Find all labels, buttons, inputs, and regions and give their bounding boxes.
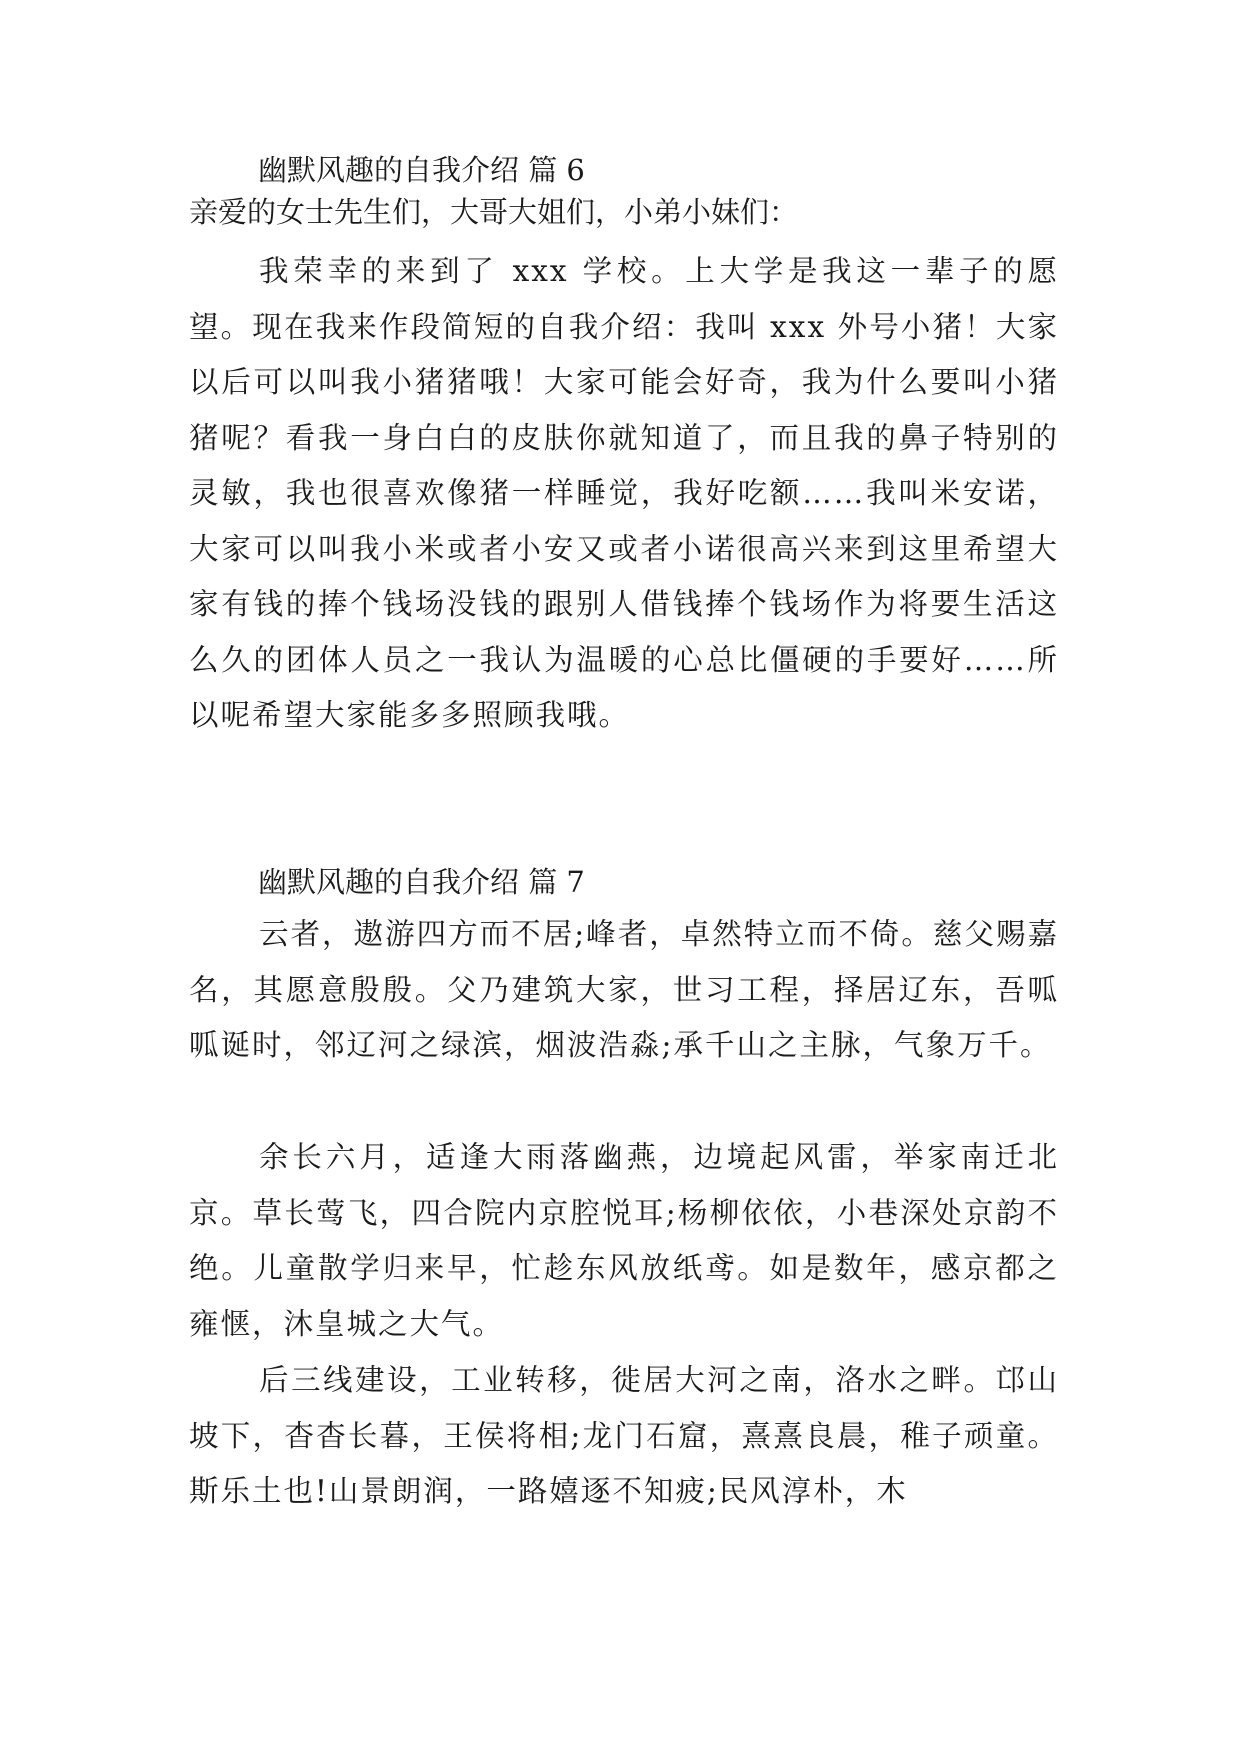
salutation: 亲爱的女士先生们，大哥大姐们，小弟小妹们：: [189, 195, 799, 229]
section-7-heading: 幽默风趣的自我介绍 篇 7: [258, 865, 585, 899]
section-7-paragraph-3: 后三线建设，工业转移，徙居大河之南，洛水之畔。邙山坡下，杳杳长暮，王侯将相;龙门石窟，熹熹良晨，稚子顽童。斯乐土也!山景朗润，一路嬉逐不知疲;民风淳朴，木: [189, 1363, 1059, 1508]
section-7-paragraph-1: 云者，遨游四方而不居;峰者，卓然特立而不倚。慈父赐嘉名，其愿意殷殷。父乃建筑大家，世习工程，择居辽东，吾呱呱诞时，邻辽河之绿滨，烟波浩淼;承千山之主脉，气象万千。: [189, 917, 1059, 1062]
section-7-paragraph-2: 余长六月，适逢大雨落幽燕，边境起风雷，举家南迁北京。草长莺飞，四合院内京腔悦耳;杨柳依依，小巷深处京韵不绝。儿童散学归来早，忙趁东风放纸鸢。如是数年，感京都之雍惬，沐皇城之大气。: [189, 1140, 1059, 1341]
section-6-heading: 幽默风趣的自我介绍 篇 6: [258, 153, 585, 187]
section-6-paragraph: 我荣幸的来到了 xxx 学校。上大学是我这一辈子的愿望。现在我来作段简短的自我介绍：我叫 xxx 外号小猪！大家以后可以叫我小猪猪哦！大家可能会好奇，我为什么要叫小猪猪呢？看我一身白白的皮肤你就知道了，而且我的鼻子特别的灵敏，我也很喜欢像猪一样睡觉，我好吃额……我叫米安诺，大家可以叫我小米或者小安又或者小诺很高兴来到这里希望大家有钱的捧个钱场没钱的跟别人借钱捧个钱场作为将要生活这么久的团体人员之一我认为温暖的心总比僵硬的手要好……所以呢希望大家能多多照顾我哦。: [189, 254, 1059, 732]
